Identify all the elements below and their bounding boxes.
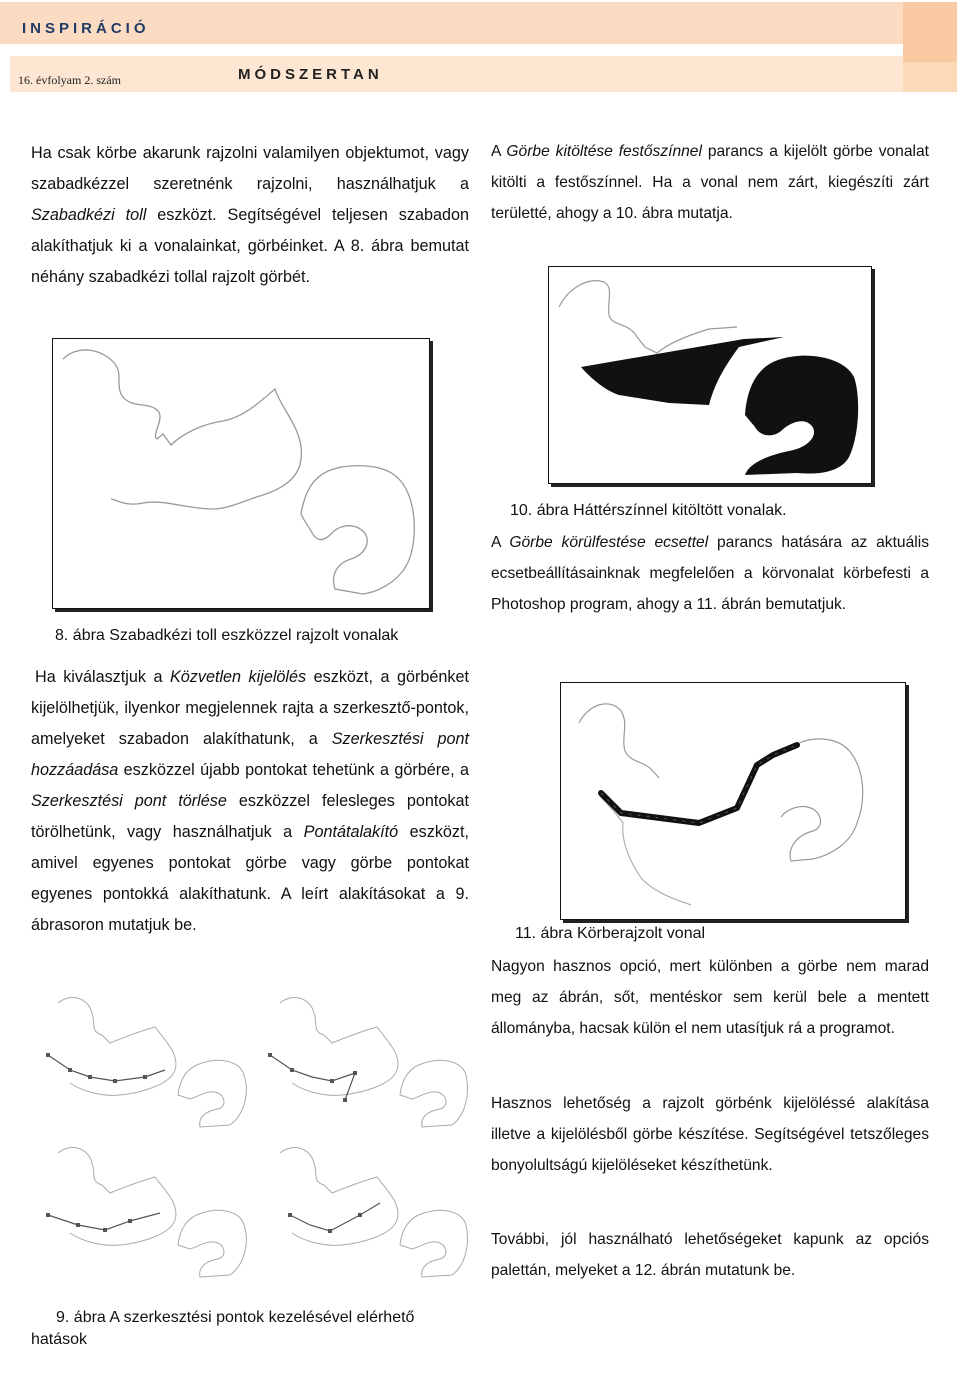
section-title: MÓDSZERTAN <box>238 66 383 83</box>
left-paragraph-2 <box>31 662 469 941</box>
text-run: eszközt, amivel egyenes pontokat görbe vagy görbe pontokat egyenes pontokká alakíthatunk. A leírt alakításokat a 9. ábrasoron mutatjuk be. <box>31 823 470 934</box>
figure-9-editing-points <box>30 985 470 1295</box>
figure-8-caption: 8. ábra Szabadkézi toll eszközzel rajzolt vonalak <box>55 627 399 644</box>
figure-8-drawing <box>53 339 429 608</box>
header-band <box>10 2 957 44</box>
italic-term: Szabadkézi toll <box>31 206 147 224</box>
header-corner-block-lower <box>903 62 957 92</box>
italic-term: Görbe kitöltése festőszínnel <box>506 143 702 160</box>
right-paragraph-1 <box>491 136 929 229</box>
header-corner-block <box>903 2 957 62</box>
text-run: eszközzel újabb pontokat tehetünk a görbére, a <box>118 761 469 779</box>
text-run: eszközzel felesleges pontokat törölhetünk, vagy használhatjuk a <box>31 792 469 841</box>
right-paragraph-5 <box>491 1224 929 1286</box>
text-run: A <box>491 534 510 551</box>
figure-9-drawing <box>30 985 470 1295</box>
header-band-secondary <box>10 56 957 92</box>
text-run: További, jól használható lehetőségeket kapunk az opciós palettán, melyeket a 12. ábrán mutatunk be. <box>491 1231 929 1279</box>
italic-term: Közvetlen kijelölés <box>169 668 307 686</box>
text-run: Hasznos lehetőség a rajzolt görbénk kijelöléssé alakítása illetve a kijelölésből görbe készítése. Segítségével tetszőleges bonyolultságú kijelöléseket készíthetünk. <box>491 1095 929 1174</box>
issue-label: 16. évfolyam 2. szám <box>18 73 121 87</box>
italic-term: Pontátalakító <box>303 823 399 841</box>
figure-10-filled-curves <box>548 266 872 484</box>
text-run: eszközt. Segítségével teljesen szabadon alakíthatjuk ki a vonalainkat, görbéinket. A 8. ábra bemutat néhány szabadkézi tollal rajzolt görbét. <box>31 206 469 286</box>
magazine-title: INSPIRÁCIÓ <box>22 20 150 37</box>
figure-10-drawing <box>549 267 871 483</box>
figure-11-stroked-curve <box>560 682 906 920</box>
figure-10-caption: 10. ábra Háttérszínnel kitöltött vonalak. <box>510 502 787 519</box>
figure-11-drawing <box>561 683 905 919</box>
left-paragraph-1 <box>31 138 469 293</box>
text-run: A <box>491 143 507 160</box>
text-run: eszközt, a görbénket kijelölhetjük, ilyenkor megjelennek rajta a szerkesztő-pontok, amelyeket szabadon alakíthatunk, a <box>31 668 469 748</box>
figure-8-freehand-curves <box>52 338 430 609</box>
right-paragraph-3 <box>491 951 929 1044</box>
text-run: parancs a kijelölt görbe vonalat kitölti a festőszínnel. Ha a vonal nem zárt, kiegészíti zárt területté, ahogy a 10. ábra mutatja. <box>491 143 929 222</box>
italic-term: Szerkesztési pont törlése <box>31 792 227 810</box>
figure-11-caption: 11. ábra Körberajzolt vonal <box>515 925 706 942</box>
figure-9-caption: 9. ábra A szerkesztési pontok kezelésével elérhető hatások <box>31 1309 415 1348</box>
text-run: Nagyon hasznos opció, mert különben a görbe nem marad meg az ábrán, sőt, mentéskor sem kerül bele a mentett állományba, hacsak külön el nem utasítjuk rá a programot. <box>491 958 929 1037</box>
header-band-left <box>0 2 10 44</box>
italic-term: Görbe körülfestése ecsettel <box>509 534 709 551</box>
italic-term: Szerkesztési pont hozzáadása <box>31 730 470 779</box>
right-paragraph-4 <box>491 1088 929 1181</box>
text-run: Ha csak körbe akarunk rajzolni valamilyen objektumot, vagy szabadkézzel szeretnénk rajzolni, használhatjuk a <box>31 144 469 193</box>
text-run: Ha kiválasztjuk a <box>35 668 170 686</box>
text-run: parancs hatására az aktuális ecsetbeállításainknak megfelelően a körvonalat körbefesti a Photoshop program, ahogy a 11. ábrán bemutatjuk. <box>491 534 929 613</box>
right-paragraph-2 <box>491 527 929 620</box>
